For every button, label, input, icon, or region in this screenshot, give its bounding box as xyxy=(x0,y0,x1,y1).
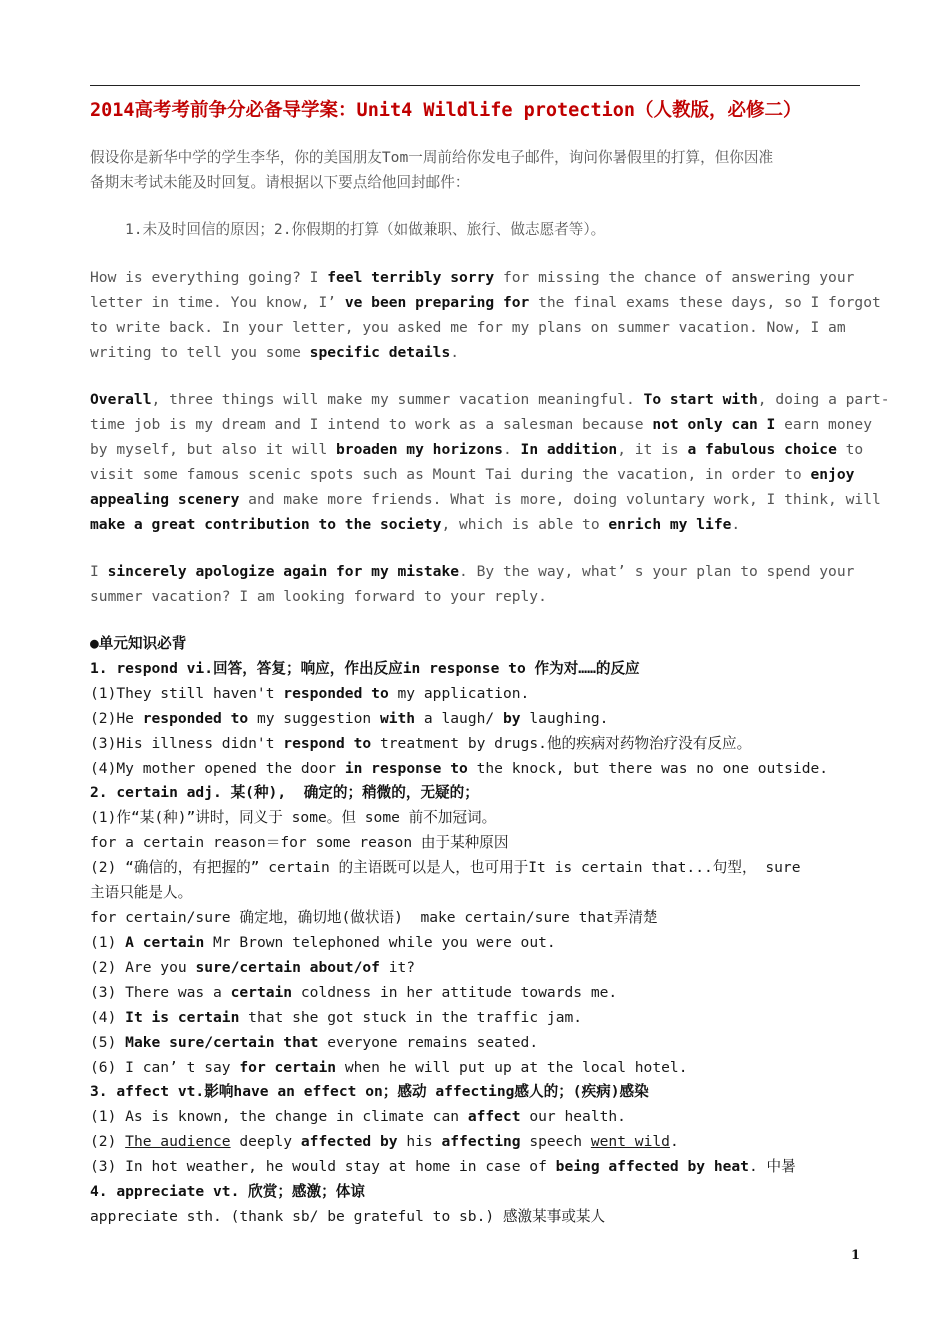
text-line xyxy=(90,759,828,779)
text-segment: coldness in her attitude towards me. xyxy=(292,984,618,1001)
header-rule xyxy=(90,85,860,86)
text-line xyxy=(90,1182,365,1202)
text-line xyxy=(90,1058,687,1078)
text-line xyxy=(125,220,605,240)
text-segment: (6) I can’ t say xyxy=(90,1059,240,1076)
bold-phrase: In addition xyxy=(520,441,618,458)
bold-phrase: for certain xyxy=(239,1059,337,1076)
text-segment: (5) xyxy=(90,1034,126,1051)
text-segment: my application. xyxy=(388,685,530,702)
text-segment: 主语只能是人。 xyxy=(90,884,193,901)
text-segment: Mr Brown telephoned while you were out. xyxy=(204,934,556,951)
bold-phrase: certain xyxy=(230,984,293,1001)
text-segment: time job is my dream and I intend to work as a salesman because xyxy=(90,416,653,433)
text-line xyxy=(90,883,192,903)
text-line xyxy=(90,659,640,679)
bold-phrase: affecting xyxy=(441,1133,521,1150)
text-line xyxy=(90,958,415,978)
bold-phrase: To start with xyxy=(643,391,758,408)
text-segment: . xyxy=(669,1133,679,1150)
text-line xyxy=(90,1082,649,1102)
text-segment: . By the way, what’ s your plan to spend your xyxy=(459,563,855,580)
text-segment: , it is xyxy=(617,441,688,458)
text-segment: (1) As is known, the change in climate can xyxy=(90,1108,468,1125)
bold-phrase: 4. appreciate vt. 欣赏；感激；体谅 xyxy=(90,1183,365,1200)
text-line xyxy=(90,684,529,704)
text-segment: . xyxy=(502,441,521,458)
text-line xyxy=(90,933,556,953)
text-segment: to write back. In your letter, you asked me for my plans on summer vacation. Now, I am xyxy=(90,319,846,336)
text-line xyxy=(90,983,617,1003)
bold-phrase: sincerely apologize again for my mistake xyxy=(107,563,460,580)
text-line xyxy=(90,465,854,485)
bold-phrase: not only can I xyxy=(652,416,776,433)
text-line xyxy=(90,1033,538,1053)
bold-phrase: Make sure/certain that xyxy=(125,1034,319,1051)
text-segment: to xyxy=(836,441,864,458)
bold-phrase: appealing scenery xyxy=(90,491,240,508)
text-segment: (1)They still haven't xyxy=(90,685,284,702)
text-segment: writing to tell you some xyxy=(90,344,310,361)
text-segment: for certain/sure 确定地，确切地(做状语) make certain/sure that弄清楚 xyxy=(90,909,658,926)
text-line xyxy=(90,268,854,288)
bold-phrase: A certain xyxy=(125,934,205,951)
text-segment: for missing the chance of answering your xyxy=(494,269,855,286)
text-segment: . 中暑 xyxy=(748,1158,796,1175)
text-segment: the knock, but there was no one outside. xyxy=(467,760,829,777)
text-segment: and make more friends. What is more, doing voluntary work, I think, will xyxy=(239,491,881,508)
text-line xyxy=(90,390,890,410)
text-line xyxy=(90,515,740,535)
text-line xyxy=(90,1008,582,1028)
bold-phrase: broaden my horizons xyxy=(336,441,503,458)
text-line xyxy=(90,1107,626,1127)
text-segment: (1)作“某(种)”讲时，同义于 some。但 some 前不加冠词。 xyxy=(90,809,497,826)
text-segment: everyone remains seated. xyxy=(318,1034,539,1051)
text-segment: earn money xyxy=(775,416,872,433)
text-segment: I xyxy=(90,563,108,580)
text-segment: (2) “确信的，有把握的” certain 的主语既可以是人，也可用于It is certain that...句型， sure xyxy=(90,859,801,876)
text-segment: that she got stuck in the traffic jam. xyxy=(239,1009,583,1026)
text-line xyxy=(90,908,658,928)
text-segment: it? xyxy=(379,959,416,976)
text-segment: deeply xyxy=(230,1133,301,1150)
text-line xyxy=(90,833,508,853)
bold-phrase: specific details xyxy=(309,344,451,361)
bold-phrase: enrich my life xyxy=(608,516,732,533)
text-segment: visit some famous scenic spots such as Mount Tai during the vacation, in order to xyxy=(90,466,811,483)
text-line xyxy=(90,318,846,338)
text-line xyxy=(90,293,881,313)
bold-phrase: 3. affect vt.影响have an effect on；感动 affecting感人的；(疾病)感染 xyxy=(90,1083,649,1100)
text-segment: (3) There was a xyxy=(90,984,231,1001)
underlined-phrase: went wild xyxy=(590,1133,670,1150)
bold-phrase: affect xyxy=(467,1108,521,1125)
text-segment: laughing. xyxy=(520,710,609,727)
text-segment: (2) Are you xyxy=(90,959,196,976)
text-line xyxy=(90,858,801,878)
text-segment: our health. xyxy=(520,1108,626,1125)
text-segment: my suggestion xyxy=(248,710,380,727)
bold-phrase: responded to xyxy=(142,710,249,727)
document-title: 2014高考考前争分必备导学案：Unit4 Wildlife protection（人教版，必修二） xyxy=(90,100,802,121)
text-segment: treatment by drugs.他的疾病对药物治疗没有反应。 xyxy=(371,735,752,752)
text-segment: , doing a part- xyxy=(757,391,890,408)
text-line xyxy=(90,1157,796,1177)
text-segment: 1.未及时回信的原因；2.你假期的打算（如做兼职、旅行、做志愿者等）。 xyxy=(125,221,606,238)
text-segment: 假设你是新华中学的学生李华，你的美国朋友Tom一周前给你发电子邮件，询问你暑假里的打算，但你因准 xyxy=(90,149,774,166)
bold-phrase: in response to xyxy=(344,760,468,777)
bold-phrase: responded to xyxy=(283,685,389,702)
text-segment: letter in time. You know, I’ xyxy=(90,294,345,311)
text-segment: (2)He xyxy=(90,710,143,727)
bold-phrase: affected by xyxy=(300,1133,398,1150)
text-segment: , which is able to xyxy=(441,516,609,533)
text-segment: the final exams these days, so I forgot xyxy=(529,294,881,311)
bold-phrase: ●单元知识必背 xyxy=(90,635,187,652)
bold-phrase: Overall xyxy=(90,391,152,408)
text-segment: for a certain reason＝for some reason 由于某种原因 xyxy=(90,834,509,851)
text-line xyxy=(90,634,186,654)
text-segment: (4) xyxy=(90,1009,126,1026)
text-segment: his xyxy=(397,1133,442,1150)
bold-phrase: make a great contribution to the society xyxy=(90,516,442,533)
text-segment: (2) xyxy=(90,1133,126,1150)
text-segment: by myself, but also it will xyxy=(90,441,337,458)
bold-phrase: being affected by heat xyxy=(555,1158,749,1175)
bold-phrase: enjoy xyxy=(810,466,855,483)
text-segment: . xyxy=(450,344,460,361)
text-line xyxy=(90,343,459,363)
page-number: 1 xyxy=(850,1248,860,1263)
bold-phrase: 2. certain adj. 某(种), 确定的；稍微的，无疑的； xyxy=(90,784,479,801)
text-line xyxy=(90,587,547,607)
bold-phrase: by xyxy=(502,710,521,727)
text-segment: 备期末考试未能及时回复。请根据以下要点给他回封邮件： xyxy=(90,174,470,191)
bold-phrase: ve been preparing for xyxy=(344,294,530,311)
bold-phrase: a fabulous choice xyxy=(687,441,837,458)
text-segment: (4)My mother opened the door xyxy=(90,760,345,777)
bold-phrase: 1. respond vi.回答，答复；响应，作出反应in response to 作为对……的反应 xyxy=(90,660,640,677)
underlined-phrase: The audience xyxy=(125,1133,231,1150)
text-line xyxy=(90,173,469,193)
bold-phrase: feel terribly sorry xyxy=(327,269,495,286)
text-segment: , three things will make my summer vacation meaningful. xyxy=(151,391,644,408)
text-segment: summer vacation? I am looking forward to your reply. xyxy=(90,588,547,605)
text-line xyxy=(90,1132,679,1152)
text-segment: a laugh/ xyxy=(415,710,503,727)
text-line xyxy=(90,490,881,510)
text-line xyxy=(90,783,479,803)
text-line xyxy=(90,440,863,460)
text-segment: (3)His illness didn't xyxy=(90,735,284,752)
bold-phrase: with xyxy=(379,710,416,727)
text-line xyxy=(90,1207,605,1227)
text-line xyxy=(90,562,854,582)
text-line xyxy=(90,415,872,435)
text-segment: (1) xyxy=(90,934,126,951)
text-line xyxy=(90,148,773,168)
text-segment: How is everything going? I xyxy=(90,269,328,286)
text-line xyxy=(90,808,496,828)
text-segment: (3) In hot weather, he would stay at home in case of xyxy=(90,1158,556,1175)
text-segment: . xyxy=(731,516,741,533)
text-line xyxy=(90,709,608,729)
text-segment: when he will put up at the local hotel. xyxy=(336,1059,688,1076)
bold-phrase: It is certain xyxy=(125,1009,240,1026)
bold-phrase: sure/certain about/of xyxy=(195,959,380,976)
bold-phrase: respond to xyxy=(283,735,372,752)
text-line xyxy=(90,734,751,754)
text-segment: speech xyxy=(520,1133,591,1150)
text-segment: appreciate sth. (thank sb/ be grateful to sb.) 感激某事或某人 xyxy=(90,1208,606,1225)
